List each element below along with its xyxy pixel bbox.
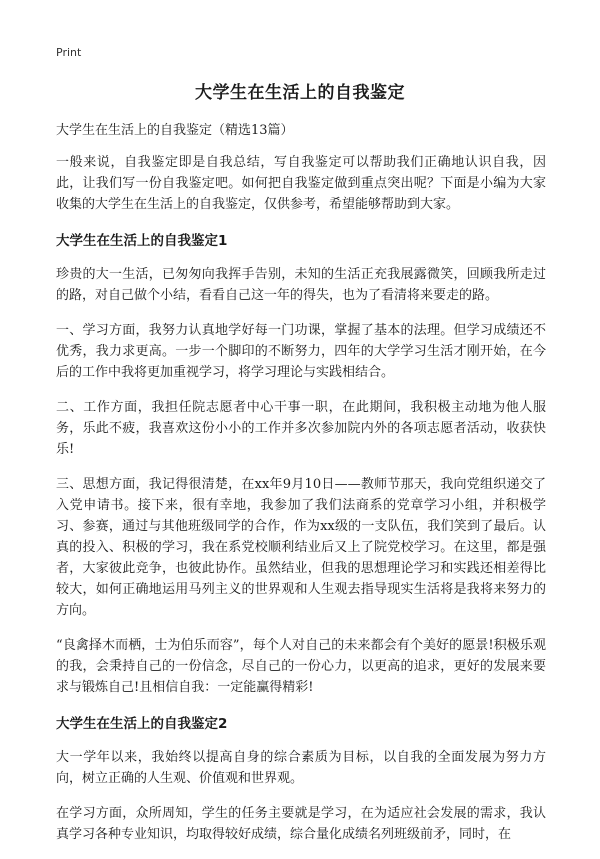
print-link[interactable]: Print (56, 46, 82, 59)
article-body (56, 152, 546, 859)
section-1-paragraph: 二、工作方面，我担任院志愿者中心干事一职，在此期间，我积极主动地为他人服务，乐此不疲，我喜欢这份小小的工作并多次参加院内外的各项志愿者活动，收获快乐! (56, 400, 546, 457)
section-2-paragraph: 在学习方面，众所周知，学生的任务主要就是学习，在为适应社会发展的需求，我认真学习各种专业知识，均取得较好成绩，综合量化成绩名列班级前矛，同时，在 (56, 806, 546, 842)
section-2-paragraph: 大一学年以来，我始终以提高自身的综合素质为目标，以自我的全面发展为努力方向，树立正确的人生观、价值观和世界观。 (56, 750, 546, 786)
page-subtitle: 大学生在生活上的自我鉴定（精选13篇） (56, 123, 294, 138)
section-1-paragraph: 一、学习方面，我努力认真地学好每一门功课，掌握了基本的法理。但学习成绩还不优秀，我力求更高。一步一个脚印的不断努力，四年的大学学习生活才刚开始，在今后的工作中我将更加重视学习，将学习理论与实践相结合。 (56, 323, 546, 380)
page-title: 大学生在生活上的自我鉴定 (195, 83, 405, 103)
section-1-paragraph: 珍贵的大一生活，已匆匆向我挥手告别，未知的生活正充我展露微笑，回顾我所走过的路，对自己做个小结，看看自己这一年的得失，也为了看清将来要走的路。 (56, 267, 546, 303)
section-title-1: 大学生在生活上的自我鉴定1 (56, 233, 228, 249)
section-1-paragraph: “良禽择木而栖，士为伯乐而容”，每个人对自己的未来都会有个美好的愿景!积极乐观的我，会秉持自己的一份信念，尽自己的一份心力，以更高的追求，更好的发展来要求与锻炼自己!且相信自我：一定能赢得精彩! (56, 638, 546, 695)
intro-paragraph: 一般来说，自我鉴定即是自我总结，写自我鉴定可以帮助我们正确地认识自我，因此，让我们写一份自我鉴定吧。如何把自我鉴定做到重点突出呢？下面是小编为大家收集的大学生在生活上的自我鉴定，仅供参考，希望能够帮助到大家。 (56, 155, 546, 212)
section-1-paragraph: 三、思想方面，我记得很清楚，在xx年9月10日——教师节那天，我向党组织递交了入党申请书。接下来，很有幸地，我参加了我们法商系的党章学习小组，并积极学习、参赛，通过与其他班级同学的合作，作为xx级的一支队伍，我们笑到了最后。认真的投入、积极的学习，我在系党校顺利结业后又上了院党校学习。在这里，都是强者，大家彼此竞争，也彼此协作。虽然结业，但我的思想理论学习和实践还相差得比较大，如何正确地运用马列主义的世界观和人生观去指导现实生活将是我将来努力的方向。 (56, 477, 546, 618)
section-title-2: 大学生在生活上的自我鉴定2 (56, 716, 228, 732)
